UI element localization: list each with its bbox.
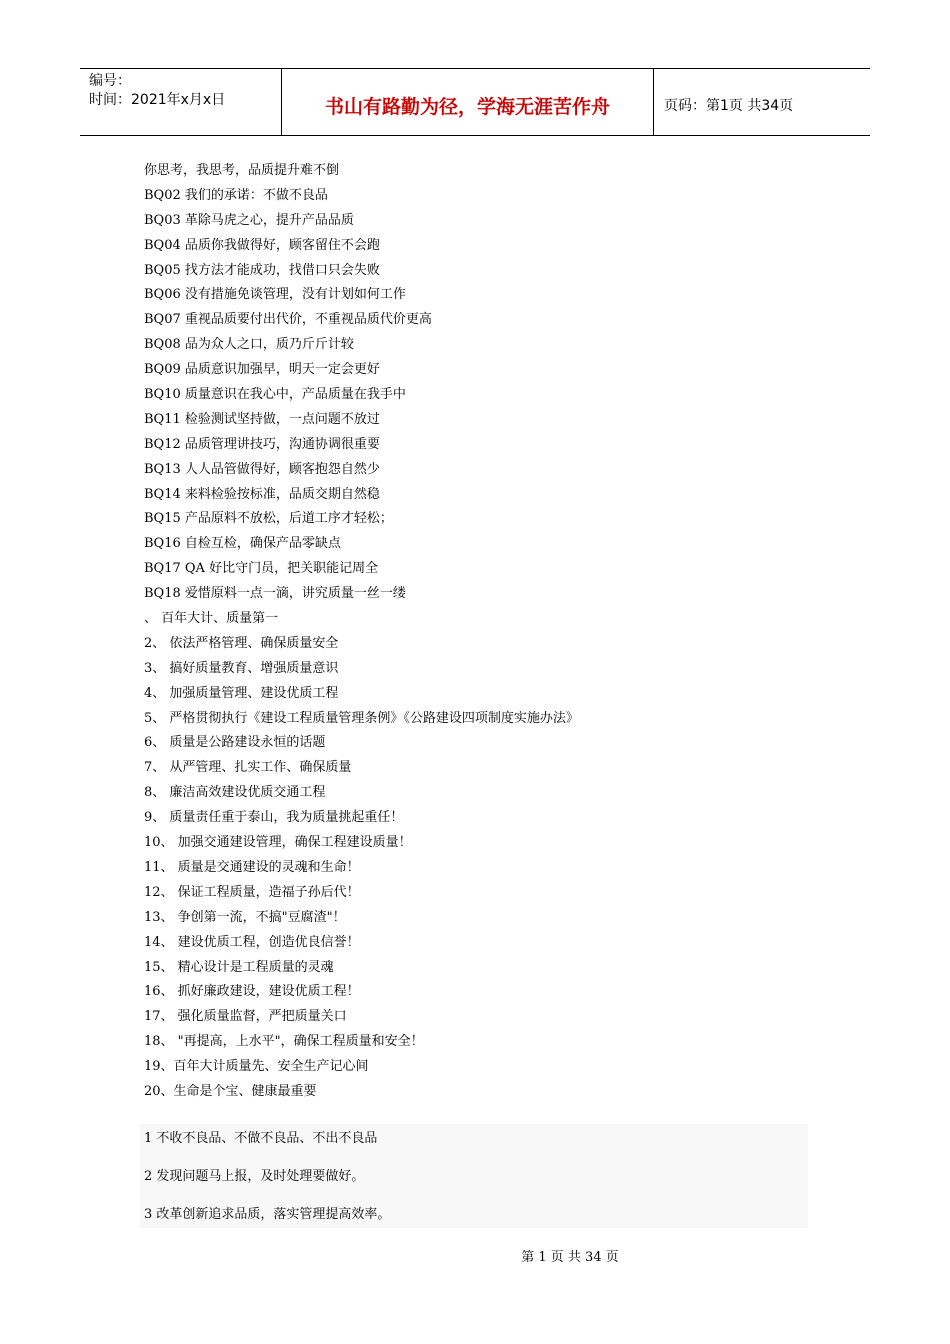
- slogan-line: 6、 质量是公路建设永恒的话题: [144, 735, 326, 751]
- slogan-line: BQ15 产品原料不放松，后道工序才轻松；: [144, 511, 393, 527]
- slogan-line: 18、 "再提高，上水平"，确保工程质量和安全！: [144, 1034, 424, 1050]
- slogan-line: BQ09 品质意识加强早，明天一定会更好: [144, 362, 380, 378]
- slogan-line: 19、百年大计质量先、安全生产记心间: [144, 1059, 369, 1075]
- slogan-line: 9、 质量责任重于泰山，我为质量挑起重任！: [144, 810, 404, 826]
- tip-line: 2 发现问题马上报，及时处理要做好。: [144, 1169, 365, 1184]
- slogan-line: 11、 质量是交通建设的灵魂和生命！: [144, 859, 360, 875]
- page-footer: 第 1 页 共 34 页: [521, 1250, 619, 1265]
- slogan-line: BQ13 人人品管做得好，顾客抱怨自然少: [144, 461, 380, 477]
- slogan-line: BQ08 品为众人之口，质乃斤斤计较: [144, 337, 354, 353]
- document-date: 时间：2021年x月x日: [89, 92, 226, 108]
- slogan-line: 20、生命是个宝、健康最重要: [144, 1083, 317, 1099]
- slogan-line: BQ02 我们的承诺：不做不良品: [144, 187, 328, 203]
- slogan-line: 17、 强化质量监督，严把质量关口: [144, 1009, 347, 1025]
- slogan-line: 14、 建设优质工程，创造优良信誉！: [144, 934, 360, 950]
- slogan-line: BQ12 品质管理讲技巧，沟通协调很重要: [144, 436, 380, 452]
- slogan-line: 2、 依法严格管理、确保质量安全: [144, 635, 339, 651]
- page-header: [80, 68, 870, 136]
- slogan-line: 12、 保证工程质量，造福子孙后代！: [144, 884, 360, 900]
- slogan-line: BQ03 革除马虎之心，提升产品品质: [144, 212, 354, 228]
- slogan-line: 5、 严格贯彻执行《建设工程质量管理条例》《公路建设四项制度实施办法》: [144, 710, 579, 726]
- slogan-line: 、 百年大计、质量第一: [144, 611, 279, 627]
- slogan-list: [144, 159, 579, 1105]
- slogan-line: BQ11 检验测试坚持做，一点问题不放过: [144, 411, 380, 427]
- header-motto: 书山有路勤为径，学海无涯苦作舟: [282, 69, 654, 135]
- slogan-line: 3、 搞好质量教育、增强质量意识: [144, 660, 339, 676]
- tips-list: [144, 1126, 390, 1240]
- slogan-line: BQ14 来料检验按标准，品质交期自然稳: [144, 486, 380, 502]
- slogan-line: BQ04 品质你我做得好，顾客留住不会跑: [144, 237, 380, 253]
- slogan-line: 15、 精心设计是工程质量的灵魂: [144, 959, 334, 975]
- document-code: 编号：: [89, 73, 131, 89]
- slogan-line: 4、 加强质量管理、建设优质工程: [144, 685, 339, 701]
- slogan-line: BQ06 没有措施免谈管理，没有计划如何工作: [144, 287, 406, 303]
- tip-line: 1 不收不良品、不做不良品、不出不良品: [144, 1131, 378, 1146]
- slogan-line: 8、 廉洁高效建设优质交通工程: [144, 785, 326, 801]
- tip-line: 3 改革创新追求品质，落实管理提高效率。: [144, 1207, 391, 1222]
- slogan-line: 10、 加强交通建设管理，确保工程建设质量！: [144, 835, 412, 851]
- header-meta: [80, 69, 282, 135]
- slogan-line: BQ18 爱惜原料一点一滴，讲究质量一丝一缕: [144, 586, 406, 602]
- slogan-line: 13、 争创第一流，不搞"豆腐渣"！: [144, 909, 346, 925]
- slogan-line: 16、 抓好廉政建设，建设优质工程！: [144, 984, 360, 1000]
- slogan-line: BQ07 重视品质要付出代价，不重视品质代价更高: [144, 312, 432, 328]
- slogan-line: BQ10 质量意识在我心中，产品质量在我手中: [144, 387, 406, 403]
- slogan-line: BQ17 QA 好比守门员，把关职能记周全: [144, 561, 379, 577]
- slogan-line: BQ05 找方法才能成功，找借口只会失败: [144, 262, 380, 278]
- slogan-line: 7、 从严管理、扎实工作、确保质量: [144, 760, 352, 776]
- slogan-line: 你思考，我思考，品质提升难不倒: [144, 163, 340, 178]
- slogan-line: BQ16 自检互检，确保产品零缺点: [144, 536, 341, 552]
- header-page-info: 页码：第1页 共34页: [664, 98, 794, 114]
